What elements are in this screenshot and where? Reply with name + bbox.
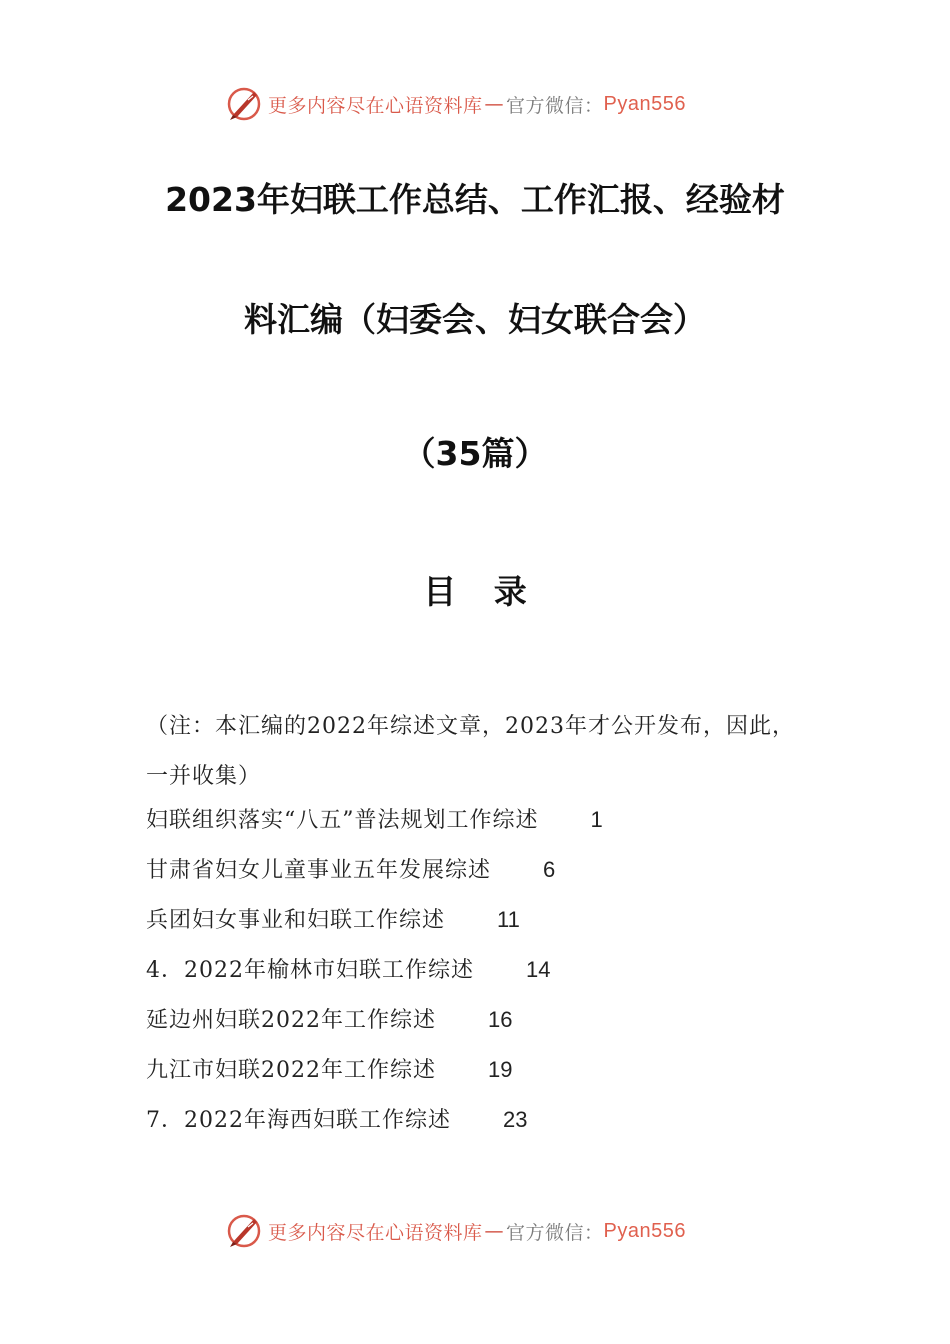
document-title-line-2: 料汇编（妇委会、妇女联合会） [244,300,706,339]
toc-item-page: 1 [590,807,603,832]
toc-item[interactable] [146,1095,826,1145]
toc-item[interactable] [146,895,826,945]
toc-item[interactable] [146,995,826,1045]
toc-item-page: 23 [503,1107,528,1132]
watermark-wechat-label: 官方微信： [506,94,604,117]
toc-item-title: 延边州妇联2022年工作综述 [146,1008,436,1033]
toc-item-page: 14 [526,957,551,982]
watermark-dash: — [484,93,505,115]
table-of-contents [146,795,826,1145]
compilation-note: （注：本汇编的2022年综述文章，2023年才公开发布，因此，一并收集） [146,714,795,789]
toc-item[interactable] [146,845,826,895]
watermark-header [224,84,686,124]
watermark-wechat-label: 官方微信： [506,1221,604,1244]
watermark-text: 更多内容尽在心语资料库 [268,94,483,117]
toc-item[interactable] [146,1045,826,1095]
watermark-footer [224,1211,686,1251]
document-title-line-1: 2023年妇联工作总结、工作汇报、经验材 [165,180,785,219]
watermark-handle: Pyan556 [603,92,686,115]
toc-item-page: 16 [488,1007,513,1032]
toc-item-page: 6 [543,857,556,882]
toc-item-title: 7．2022年海西妇联工作综述 [146,1108,451,1133]
watermark-text: 更多内容尽在心语资料库 [268,1221,483,1244]
watermark-dash: — [484,1220,505,1242]
toc-item-title: 九江市妇联2022年工作综述 [146,1058,436,1083]
toc-item-title: 4．2022年榆林市妇联工作综述 [146,958,474,983]
document-title-count: （35篇） [402,434,548,473]
toc-item-title: 兵团妇女事业和妇联工作综述 [146,908,446,933]
toc-item[interactable] [146,795,826,845]
toc-item-page: 11 [497,907,520,932]
toc-item[interactable] [146,945,826,995]
toc-heading: 目 录 [423,572,527,611]
toc-item-page: 19 [488,1057,513,1082]
toc-item-title: 妇联组织落实“八五”普法规划工作综述 [146,808,539,833]
toc-item-title: 甘肃省妇女儿童事业五年发展综述 [146,858,492,883]
watermark-handle: Pyan556 [603,1219,686,1242]
quill-logo-icon [224,84,264,124]
quill-logo-icon [224,1211,264,1251]
